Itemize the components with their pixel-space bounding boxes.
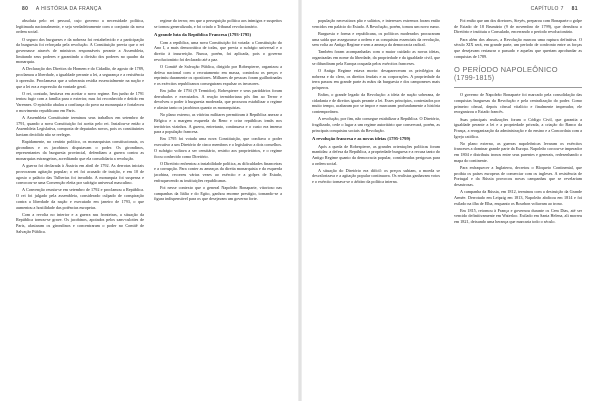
- left-page-number: 80: [22, 6, 29, 12]
- paragraph: O Antigo Regime estava morto: desapareceram os privilégios da nobreza e do clero, os direitos feudais e as corporações. A propriedade da terra passou em grande parte às mãos da burguesia e dos camponeses mais prósperos.: [312, 67, 440, 90]
- left-page-column-2: [154, 18, 282, 396]
- paragraph: A situação do Diretório era difícil: os preços subiam, a moeda se desvalorizava e a agitação popular continuava. Os realistas ganhavam votos e o exército tornava-se o árbitro da política interna.: [312, 167, 440, 185]
- paragraph: Com a revolta no interior e a guerra nas fronteiras, a situação da República tornou-se grave. Os jacobinos, apoiados pelos sans-culottes de Paris, afastaram os girondinos e concentraram o poder no Comitê de Salvação Pública.: [16, 211, 144, 234]
- paragraph: Suas principais realizações foram o Código Civil, que garantia a igualdade perante a lei e a propriedade privada, a criação do Banco da França, a reorganização da administração e do ensino e a Concordata com a Igreja católica.: [454, 116, 582, 139]
- right-page-number: 81: [571, 6, 578, 12]
- paragraph: A Convenção reuniu-se em setembro de 1792 e proclamou a República. O rei foi julgado pela assembleia, considerado culpado de conspiração contra a liberdade da nação e executado em janeiro de 1793, o que aumentou a hostilidade das potências europeias.: [16, 187, 144, 210]
- paragraph: Para enfraquecer a Inglaterra, decretou o Bloqueio Continental, que proibia os países europeus de comerciar com os ingleses. A resistência de Portugal e da Rússia provocou novas campanhas que se revelariam desastrosas.: [454, 164, 582, 188]
- paragraph: O governo de Napoleão Bonaparte foi marcado pela consolidação das conquistas burguesas da Revolução e pela centralização do poder. Como primeiro cônsul, depois cônsul vitalício e finalmente imperador, ele reorganizou o Estado francês.: [454, 92, 582, 115]
- paragraph: No plano externo, as vitórias militares permitiram à República anexar a Bélgica e a margem esquerda do Reno e criar repúblicas irmãs nos territórios vizinhos. A guerra, entretanto, continuava e o custo era imenso para a população francesa.: [154, 112, 282, 135]
- paragraph: A campanha da Rússia, em 1812, terminou com a destruição da Grande Armée. Derrotado em Leipzig em 1813, Napoleão abdicou em 1814 e foi exilado na ilha de Elba, enquanto os Bourbon voltavam ao trono.: [454, 189, 582, 206]
- paragraph: Em 1815, retornou à França e governou durante os Cem Dias, até ser vencido definitivamente em Waterloo. Exilado em Santa Helena, ali morreu em 1821, deixando uma herança que marcaria todo o século.: [454, 207, 582, 225]
- paragraph: Foi então que um dos diretores, Sieyès, preparou com Bonaparte o golpe de Estado de 18 Brumário (9 de novembro de 1799), que derrubou o Diretório e instituiu o Consulado, encerrando o período revolucionário.: [454, 18, 582, 35]
- section-divider: [454, 87, 582, 88]
- paragraph: Enfim, o grande legado da Revolução: a ideia de nação soberana, de cidadania e de direitos iguais perante a lei. Esses princípios, contestados por muito tempo, acabaram por se impor e marcaram profundamente a história contemporânea.: [312, 92, 440, 115]
- paragraph: O Comitê de Salvação Pública, dirigido por Robespierre, organizou a defesa nacional com o recrutamento em massa, controlou os preços e reprimiu duramente os opositores. Milhares de pessoas foram guilhotinadas e os exércitos republicanos conseguiram expulsar os invasores.: [154, 63, 282, 86]
- section-years: (1799-1815): [454, 75, 495, 83]
- paragraph: Rapidamente, no cenário político, os monarquistas constitucionais, os girondinos e os jacobinos disputavam o poder. Os girondinos, representantes da burguesia provincial, defendiam a guerra contra as monarquias estrangeiras, acreditando que ela consolidaria a revolução.: [16, 139, 144, 162]
- paragraph: A Declaração dos Direitos do Homem e do Cidadão, de agosto de 1789, proclamou a liberdade, a igualdade perante a lei, a segurança e a resistência à opressão. Proclamava que a soberania residia essencialmente na nação e que a lei era a expressão da vontade geral.: [16, 66, 144, 89]
- left-page-column-1: [16, 18, 144, 396]
- paragraph: absoluta pelo rei pessoal, cujo governo a necessidade política, legitimada nacionalmente, e seja verdadeiramente com o conjunto da nova ordem social.: [16, 18, 144, 35]
- right-page-column-1: [312, 18, 440, 396]
- paragraph: Após a queda de Robespierre, as grandes orientações políticas foram mantidas: a defesa da República, a propriedade burguesa e a recusa tanto do Antigo Regime quanto da democracia popular, consideradas perigosas para a ordem social.: [312, 143, 440, 166]
- paragraph: Burguesia e forma e republicana, os políticos moderados procuraram uma saída que assegurasse a ordem e as conquistas essenciais da revolução, sem volta ao Antigo Regime e sem a ameaça da democracia radical.: [312, 30, 440, 48]
- left-running-header: [16, 6, 286, 14]
- paragraph: No plano externo, as guerras napoleônicas levaram os exércitos franceses a dominar grande parte da Europa. Napoleão coroou-se imperador em 1804 e distribuiu tronos entre seus parentes e generais, redesenhando o mapa do continente.: [454, 140, 582, 163]
- paragraph: Com a república, uma nova Constituição foi votada: a Constituição do Ano I, a mais democrática de todas, que previa o sufrágio universal e o direito à insurreição. Nunca, porém, foi aplicada, pois o governo revolucionário foi declarado até a paz.: [154, 39, 282, 62]
- right-page: [300, 0, 600, 401]
- paragraph: Foi nesse contexto que o general Napoleão Bonaparte, vitorioso nas campanhas da Itália e do Egito, ganhou enorme prestígio, tornando-se a figura indispensável para os que desejavam um governo forte.: [154, 184, 282, 202]
- paragraph: população necessitava pão e salários, e interesses extremos foram então vencidos em palácio do Estado. A Revolução, porém, tomou um novo rumo.: [312, 18, 440, 29]
- paragraph: A Assembleia Constituinte terminou seus trabalhos em setembro de 1791, quando a nova Constituição foi aceita pelo rei. Instalou-se então a Assembleia Legislativa, composta de deputados novos, pois os constituintes haviam decidido não se reeleger.: [16, 114, 144, 137]
- paragraph: Para além dos abusos, a Revolução marcou uma ruptura definitiva. O século XIX será, em grande parte, um período de confronto entre as forças que desejavam restaurar o passado e aquelas que queriam aprofundar as conquistas de 1789.: [454, 36, 582, 59]
- paragraph: Em 1795 foi votada uma nova Constituição, que confiava o poder executivo a um Diretório de cinco membros e o legislativo a dois conselhos. O sufrágio voltava a ser censitário, restrito aos proprietários, e o regime ficou conhecido como Diretório.: [154, 136, 282, 159]
- right-running-header: [312, 6, 584, 14]
- paragraph: A guerra foi declarada à Áustria em abril de 1792. As derrotas iniciais provocaram agitação popular; o rei foi acusado de traição, e em 10 de agosto o palácio das Tulherias foi invadido. A monarquia foi suspensa e convocou-se uma Convenção eleita por sufrágio universal masculino.: [16, 163, 144, 186]
- paragraph: Também foram acompanhadas com o maior cuidado as novas ideias, organizadas em nome da liberdade, da propriedade e da igualdade civil, que se difundiram pela Europa ocupada pelos exércitos franceses.: [312, 49, 440, 66]
- section-title-text: O PERÍODO NAPOLEÔNICO: [454, 65, 558, 75]
- subheading: A revolução francesa e as novas ideias (1795-1799): [312, 136, 411, 142]
- subheading: A grande luta da República Francesa (1793-1795): [154, 32, 251, 38]
- paragraph: O rei, contudo, hesitava em aceitar o novo regime. Em junho de 1791 tentou fugir com a família para o exterior, mas foi reconhecido e detido em Varennes. O episódio abalou a confiança do povo na monarquia e fortaleceu o movimento republicano em Paris.: [16, 90, 144, 113]
- right-page-column-2: [454, 18, 582, 396]
- paragraph: Em julho de 1794 (9 Termidor), Robespierre e seus partidários foram derrubados e executados. A reação termidoriana pôs fim ao Terror e devolveu o poder à burguesia moderada, que procurou estabilizar o regime e afastar tanto os jacobinos quanto os monarquistas.: [154, 88, 282, 111]
- paragraph: O Diretório enfrentou a instabilidade política, as dificuldades financeiras e a corrupção. Para conter as ameaças da direita monarquista e da esquerda jacobina, recorreu várias vezes ao exército e a golpes de Estado, enfraquecendo as instituições republicanas.: [154, 160, 282, 183]
- paragraph: A revolução, por fim, não consegue estabilizar a República. O Diretório, fragilizado, cede o lugar a um regime autoritário que conservará, porém, as principais conquistas sociais da Revolução.: [312, 116, 440, 133]
- section-title: [454, 65, 582, 83]
- left-running-title: A HISTÓRIA DA FRANÇA: [35, 6, 102, 12]
- paragraph: regime do terror, em que a perseguição política aos inimigos e suspeitos se tornou generalizada, e foi criado o Tribunal revolucionário.: [154, 18, 282, 29]
- chapter-label: CAPÍTULO 7: [530, 6, 564, 12]
- paragraph: O seguro dos burgueses e da nobreza foi restabelecido e a participação da burguesia foi reforçada pela revolução. A Constituição previa que o rei governasse através de ministros responsáveis perante a Assembleia, limitando seus poderes e garantindo a divisão dos poderes no quadro da monarquia.: [16, 36, 144, 65]
